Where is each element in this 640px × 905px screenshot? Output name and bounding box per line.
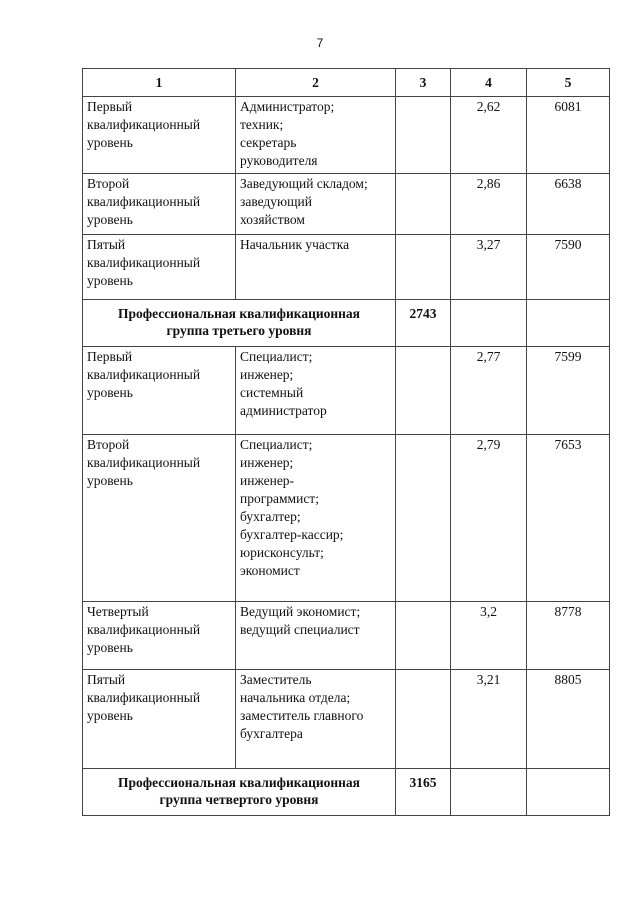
level-row	[83, 97, 610, 174]
positions-cell	[236, 602, 396, 670]
header-cell: 4	[451, 69, 527, 97]
col3-cell	[396, 97, 451, 174]
cell-line: системный	[240, 385, 304, 400]
cell-line: юрисконсульт;	[240, 545, 324, 560]
empty-cell	[451, 769, 527, 816]
cell-line: руководителя	[240, 153, 318, 168]
cell-line: инженер;	[240, 367, 294, 382]
col3-cell	[396, 347, 451, 435]
empty-cell	[527, 300, 610, 347]
level-cell	[83, 235, 236, 300]
level-row	[83, 435, 610, 602]
cell-line: квалификационный	[87, 622, 201, 637]
positions-cell	[236, 347, 396, 435]
cell-line: инженер;	[240, 455, 294, 470]
amount-cell: 7599	[527, 347, 610, 435]
positions-cell	[236, 435, 396, 602]
cell-line: Второй	[87, 176, 130, 191]
header-cell: 1	[83, 69, 236, 97]
coefficient-cell: 3,27	[451, 235, 527, 300]
amount-cell: 7653	[527, 435, 610, 602]
amount-cell: 6638	[527, 174, 610, 235]
cell-line: уровень	[87, 212, 133, 227]
cell-line: заместитель главного	[240, 708, 364, 723]
level-cell	[83, 670, 236, 769]
group-value-cell: 3165	[396, 769, 451, 816]
cell-line: бухгалтера	[240, 726, 303, 741]
level-cell	[83, 347, 236, 435]
cell-line: квалификационный	[87, 367, 201, 382]
cell-line: Профессиональная квалификационная	[118, 775, 360, 790]
col3-cell	[396, 670, 451, 769]
col3-cell	[396, 235, 451, 300]
coefficient-cell: 3,2	[451, 602, 527, 670]
positions-cell	[236, 174, 396, 235]
cell-line: Второй	[87, 437, 130, 452]
level-row	[83, 235, 610, 300]
positions-cell	[236, 97, 396, 174]
cell-line: Заведующий складом;	[240, 176, 368, 191]
cell-line: начальника отдела;	[240, 690, 351, 705]
cell-line: группа третьего уровня	[166, 323, 312, 338]
level-row	[83, 670, 610, 769]
level-cell	[83, 435, 236, 602]
amount-cell: 6081	[527, 97, 610, 174]
col3-cell	[396, 435, 451, 602]
level-row	[83, 347, 610, 435]
cell-line: квалификационный	[87, 455, 201, 470]
cell-line: Четвертый	[87, 604, 149, 619]
cell-line: уровень	[87, 385, 133, 400]
level-row	[83, 174, 610, 235]
group-row	[83, 769, 610, 816]
header-row	[83, 69, 610, 97]
positions-cell	[236, 235, 396, 300]
group-row	[83, 300, 610, 347]
header-cell: 5	[527, 69, 610, 97]
cell-line: уровень	[87, 473, 133, 488]
group-name-cell	[83, 769, 396, 816]
cell-line: квалификационный	[87, 255, 201, 270]
level-row	[83, 602, 610, 670]
coefficient-cell: 2,62	[451, 97, 527, 174]
cell-line: техник;	[240, 117, 284, 132]
cell-line: уровень	[87, 640, 133, 655]
cell-line: Первый	[87, 99, 133, 114]
cell-line: уровень	[87, 273, 133, 288]
amount-cell: 8778	[527, 602, 610, 670]
cell-line: Специалист;	[240, 437, 313, 452]
level-cell	[83, 174, 236, 235]
cell-line: Администратор;	[240, 99, 335, 114]
cell-line: Специалист;	[240, 349, 313, 364]
group-name-cell	[83, 300, 396, 347]
cell-line: Начальник участка	[240, 237, 350, 252]
cell-line: инженер-	[240, 473, 295, 488]
header-cell: 2	[236, 69, 396, 97]
empty-cell	[527, 769, 610, 816]
cell-line: экономист	[240, 563, 300, 578]
cell-line: Пятый	[87, 237, 126, 252]
cell-line: Пятый	[87, 672, 126, 687]
cell-line: бухгалтер;	[240, 509, 301, 524]
header-cell: 3	[396, 69, 451, 97]
empty-cell	[451, 300, 527, 347]
salary-table	[82, 68, 610, 816]
positions-cell	[236, 670, 396, 769]
cell-line: квалификационный	[87, 194, 201, 209]
coefficient-cell: 2,86	[451, 174, 527, 235]
cell-line: квалификационный	[87, 117, 201, 132]
cell-line: программист;	[240, 491, 319, 506]
amount-cell: 8805	[527, 670, 610, 769]
amount-cell: 7590	[527, 235, 610, 300]
cell-line: группа четвертого уровня	[159, 792, 319, 807]
level-cell	[83, 602, 236, 670]
cell-line: хозяйством	[240, 212, 305, 227]
cell-line: ведущий специалист	[240, 622, 360, 637]
cell-line: администратор	[240, 403, 327, 418]
cell-line: секретарь	[240, 135, 297, 150]
cell-line: Ведущий экономист;	[240, 604, 361, 619]
cell-line: Профессиональная квалификационная	[118, 306, 360, 321]
cell-line: бухгалтер-кассир;	[240, 527, 344, 542]
group-value-cell: 2743	[396, 300, 451, 347]
cell-line: Первый	[87, 349, 133, 364]
cell-line: Заместитель	[240, 672, 312, 687]
page-number: 7	[316, 36, 324, 50]
col3-cell	[396, 602, 451, 670]
coefficient-cell: 2,77	[451, 347, 527, 435]
cell-line: уровень	[87, 708, 133, 723]
level-cell	[83, 97, 236, 174]
cell-line: квалификационный	[87, 690, 201, 705]
coefficient-cell: 2,79	[451, 435, 527, 602]
cell-line: заведующий	[240, 194, 312, 209]
coefficient-cell: 3,21	[451, 670, 527, 769]
cell-line: уровень	[87, 135, 133, 150]
col3-cell	[396, 174, 451, 235]
